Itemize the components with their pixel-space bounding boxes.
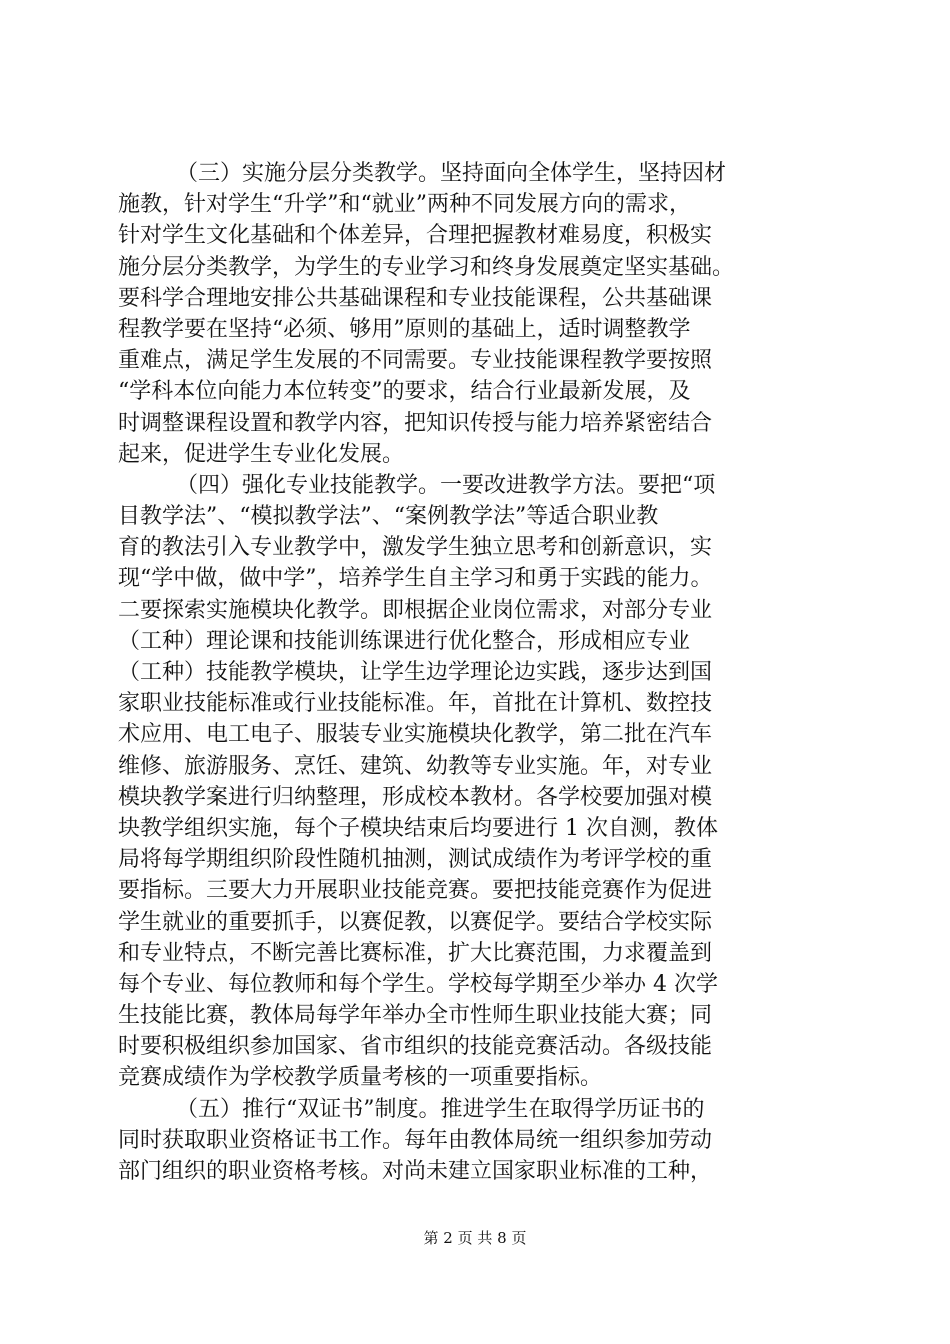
body-text bbox=[118, 158, 838, 1187]
text-line: 块教学组织实施，每个子模块结束后均要进行 1 次自测，教体 bbox=[118, 815, 718, 841]
text-line: 生技能比赛，教体局每学年举办全市性师生职业技能大赛；同 bbox=[118, 1003, 713, 1029]
text-line: 程教学要在坚持“必须、够用”原则的基础上，适时调整教学 bbox=[118, 316, 691, 342]
text-line: 二要探索实施模块化教学。即根据企业岗位需求，对部分专业 bbox=[118, 597, 713, 623]
text-line: 时调整课程设置和教学内容，把知识传授与能力培养紧密结合 bbox=[118, 410, 713, 436]
text-line: 施教，针对学生“升学”和“就业”两种不同发展方向的需求， bbox=[118, 192, 691, 218]
text-line: 要指标。三要大力开展职业技能竞赛。要把技能竞赛作为促进 bbox=[118, 878, 713, 904]
text-line: 部门组织的职业资格考核。对尚未建立国家职业标准的工种， bbox=[118, 1159, 713, 1184]
text-line: 每个专业、每位教师和每个学生。学校每学期至少举办 4 次学 bbox=[118, 971, 718, 997]
page-footer: 第 2 页 共 8 页 bbox=[423, 1229, 527, 1247]
text-line: “学科本位向能力本位转变”的要求，结合行业最新发展，及 bbox=[118, 379, 691, 405]
text-line: 学生就业的重要抓手，以赛促教，以赛促学。要结合学校实际 bbox=[118, 909, 713, 935]
text-line: 施分层分类教学，为学生的专业学习和终身发展奠定坚实基础。 bbox=[118, 254, 735, 280]
text-line: 要科学合理地安排公共基础课程和专业技能课程，公共基础课 bbox=[118, 285, 713, 311]
text-line: 模块教学案进行归纳整理，形成校本教材。各学校要加强对模 bbox=[118, 784, 713, 810]
text-line: 起来，促进学生专业化发展。 bbox=[118, 441, 405, 467]
text-line: （五）推行“双证书”制度。推进学生在取得学历证书的 bbox=[176, 1096, 705, 1122]
text-line: （工种）技能教学模块，让学生边学理论边实践，逐步达到国 bbox=[118, 660, 713, 685]
text-line: 时要积极组织参加国家、省市组织的技能竞赛活动。各级技能 bbox=[118, 1034, 713, 1060]
text-line: （工种）理论课和技能训练课进行优化整合，形成相应专业 bbox=[118, 628, 691, 654]
text-line: 局将每学期组织阶段性随机抽测，测试成绩作为考评学校的重 bbox=[118, 847, 713, 873]
text-line: （四）强化专业技能教学。一要改进教学方法。要把“项 bbox=[176, 472, 716, 498]
text-line: 目教学法”、“模拟教学法”、“案例教学法”等适合职业教 bbox=[118, 504, 659, 530]
text-line: 竞赛成绩作为学校教学质量考核的一项重要指标。 bbox=[118, 1065, 603, 1091]
text-line: 育的教法引入专业教学中，激发学生独立思考和创新意识，实 bbox=[118, 535, 713, 561]
text-line: 术应用、电工电子、服装专业实施模块化教学，第二批在汽车 bbox=[118, 722, 713, 748]
text-line: 和专业特点，不断完善比赛标准，扩大比赛范围，力求覆盖到 bbox=[118, 940, 713, 966]
text-line: 重难点，满足学生发展的不同需要。专业技能课程教学要按照 bbox=[118, 348, 713, 374]
text-line: 同时获取职业资格证书工作。每年由教体局统一组织参加劳动 bbox=[118, 1127, 713, 1153]
text-line: 家职业技能标准或行业技能标准。年，首批在计算机、数控技 bbox=[118, 691, 713, 717]
text-line: （三）实施分层分类教学。坚持面向全体学生，坚持因材 bbox=[176, 161, 727, 186]
text-line: 针对学生文化基础和个体差异，合理把握教材难易度，积极实 bbox=[118, 223, 713, 249]
text-line: 维修、旅游服务、烹饪、建筑、幼教等专业实施。年，对专业 bbox=[118, 753, 713, 779]
text-line: 现“学中做，做中学”，培养学生自主学习和勇于实践的能力。 bbox=[118, 566, 713, 592]
